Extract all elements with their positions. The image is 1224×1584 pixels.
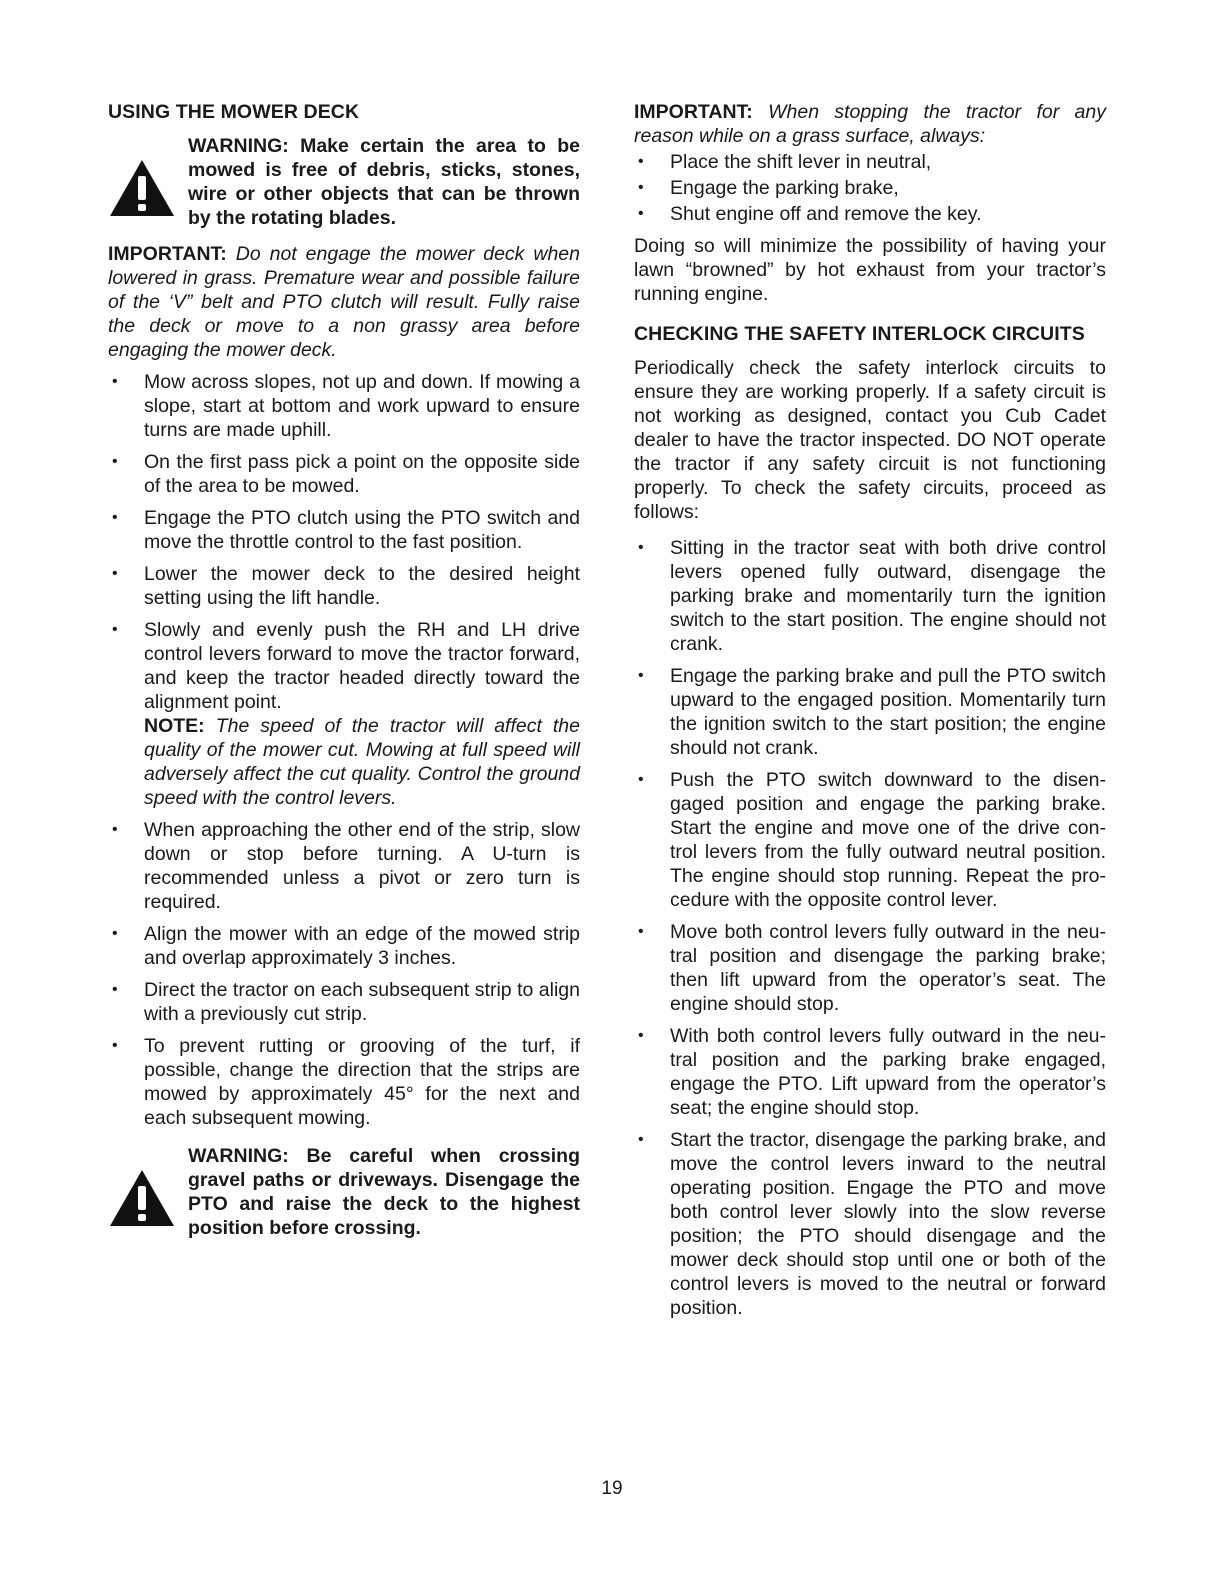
important-mower-deck: [108, 242, 580, 362]
warning-debris-text: WARNING: Make certain the area to be mowed is free of debris, sticks, stones, wire or other objects that can be thrown by the rotating blades.: [188, 135, 580, 229]
warning-gravel-text: WARNING: Be careful when crossing gravel paths or driveways. Disengage the PTO and raise the deck to the highest position before crossing.: [188, 1145, 580, 1239]
right-column: [634, 100, 1106, 1328]
warning-triangle-icon: [108, 134, 188, 224]
warning-triangle-icon: [108, 1144, 188, 1234]
paragraph-safety-intro: Periodically check the safety interlock circuits to ensure they are working properly. If a safety circuit is not working as designed, contact you Cub Cadet dealer to have the tractor inspected. DO NOT operate the tractor if any safety circuit is not functioning properly. To check the safety circuits, proceed as follows:: [634, 357, 1106, 523]
note-label: NOTE:: [144, 715, 205, 737]
list-item: • Align the mower with an edge of the mowed strip and overlap approximately 3 inches.: [108, 922, 580, 970]
important-label: IMPORTANT:: [634, 101, 753, 123]
list-item: • Place the shift lever in neutral,: [634, 150, 1106, 174]
list-item: • Push the PTO switch downward to the disen- gaged position and engage the parking brake. Start the engine and move one of the drive con- trol levers from the fully outward neutral position. The engine should stop running. Repeat the pro- cedure with the opposite control lever.: [634, 768, 1106, 912]
list-item: • Lower the mower deck to the desired height setting using the lift handle.: [108, 562, 580, 610]
list-item: • Sitting in the tractor seat with both drive control levers opened fully outward, disengage the parking brake and momentarily turn the ignition switch to the start position. The engine should not crank.: [634, 536, 1106, 656]
list-item: [108, 618, 580, 810]
important-label: IMPORTANT:: [108, 243, 227, 265]
section-heading-safety-interlock: CHECKING THE SAFETY INTERLOCK CIRCUITS: [634, 323, 1085, 345]
list-item: • Direct the tractor on each subsequent strip to align with a previously cut strip.: [108, 978, 580, 1026]
list-item: • On the first pass pick a point on the opposite side of the area to be mowed.: [108, 450, 580, 498]
section-heading-mower-deck: USING THE MOWER DECK: [108, 101, 360, 123]
list-item: • With both control levers fully outward in the neu- tral position and the parking brake engaged, engage the PTO. Lift upward from the operator’s seat; the engine should stop.: [634, 1024, 1106, 1120]
list-item-text: Slowly and evenly push the RH and LH drive control levers forward to move the tractor forward, and keep the tractor headed directly toward the alignment point.: [144, 619, 580, 713]
list-item: • Engage the parking brake and pull the PTO switch upward to the engaged position. Momentarily turn the ignition switch to the start position; the engine should not crank.: [634, 664, 1106, 760]
list-item: • Move both control levers fully outward in the neu- tral position and disengage the parking brake; then lift upward from the operator’s seat. The engine should stop.: [634, 920, 1106, 1016]
list-item: • Start the tractor, disengage the parking brake, and move the control levers inward to the neutral operating position. Engage the PTO and move both control lever slowly into the slow reverse position; the PTO should disengage and the mower deck should stop until one or both of the control levers is moved to the neutral or forward position.: [634, 1128, 1106, 1320]
safety-check-list: [634, 536, 1106, 1320]
list-item: • Mow across slopes, not up and down. If mowing a slope, start at bottom and work upward to ensure turns are made uphill.: [108, 370, 580, 442]
left-column: [108, 100, 580, 1252]
paragraph-browned-lawn: Doing so will minimize the possibility of having your lawn “browned” by hot exhaust from your tractor’s running engine.: [634, 235, 1106, 305]
stopping-steps-list: [634, 150, 1106, 226]
list-item: • Shut engine off and remove the key.: [634, 202, 1106, 226]
important-text: Do not engage the mower deck when lowered in grass. Premature wear and possible failure of the ‘V” belt and PTO clutch will result. Fully raise the deck or move to a non grassy area before engaging the mower deck.: [108, 243, 580, 361]
warning-debris: [108, 134, 580, 230]
list-item: • Engage the PTO clutch using the PTO switch and move the throttle control to the fast position.: [108, 506, 580, 554]
warning-gravel: [108, 1144, 580, 1240]
important-stopping: [634, 100, 1106, 148]
list-item: • When approaching the other end of the strip, slow down or stop before turning. A U-turn is recommended unless a pivot or zero turn is required.: [108, 818, 580, 914]
page-number: 19: [601, 1478, 623, 1499]
important-text: When stopping the tractor for any reason while on a grass surface, always:: [634, 101, 1106, 147]
mowing-instructions-list: [108, 370, 580, 1130]
list-item: • Engage the parking brake,: [634, 176, 1106, 200]
list-item: • To prevent rutting or grooving of the turf, if possible, change the direction that the strips are mowed by approximately 45° for the next and each subsequent mowing.: [108, 1034, 580, 1130]
note-text: The speed of the tractor will affect the quality of the mower cut. Mowing at full speed will adversely affect the cut quality. Control the ground speed with the control levers.: [144, 715, 580, 809]
note-speed: [144, 714, 580, 810]
